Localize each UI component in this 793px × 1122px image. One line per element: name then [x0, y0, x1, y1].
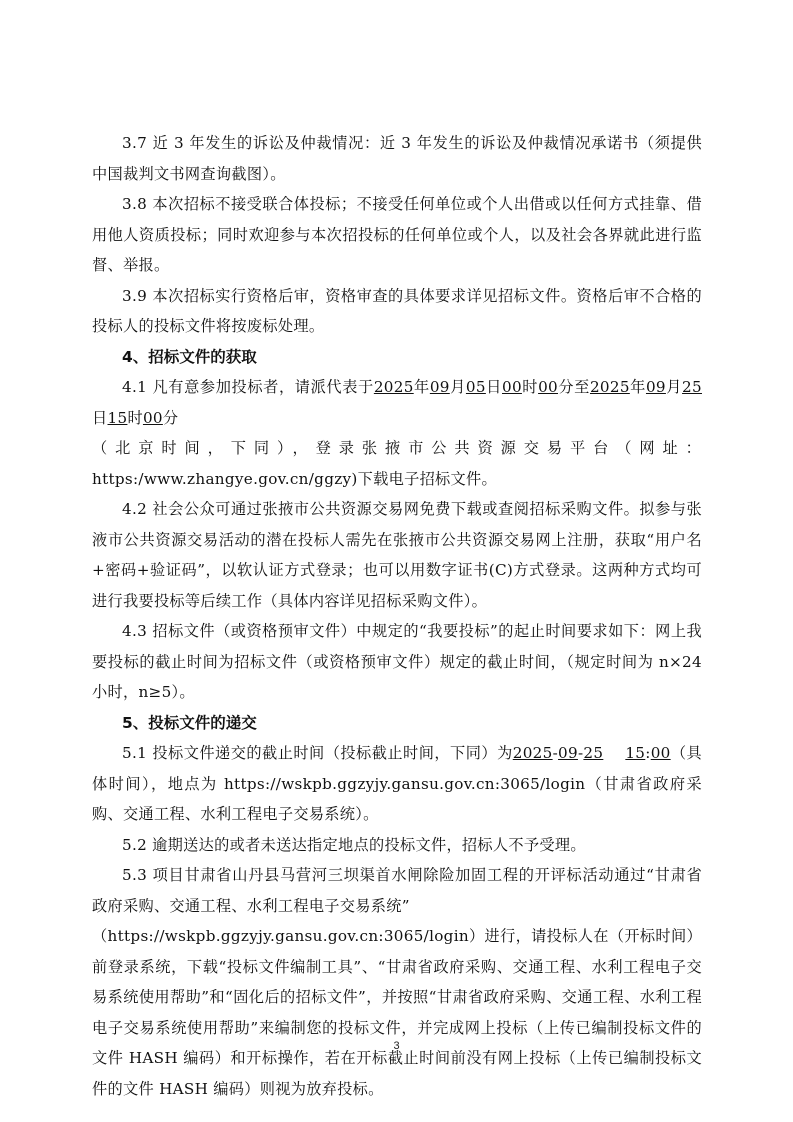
section-5-heading: 5、投标文件的递交: [122, 713, 257, 732]
day-unit: 日: [485, 378, 502, 396]
start-year: 2025: [373, 378, 414, 396]
hour-unit: 时: [127, 408, 143, 427]
clause-5-3: 5.3 项目甘肃省山丹县马营河三坝渠首水闸除险加固工程的开评标活动通过“甘肃省政府采购、交通工程、水利工程电子交易系统”: [92, 866, 702, 915]
clause-3-8: 3.8 本次招标不接受联合体投标；不接受任何单位或个人出借或以任何方式挂靠、借用他人资质投标；同时欢迎参与本次招投标的任何单位或个人，以及社会各界就此进行监督、举报。: [92, 195, 702, 274]
clause-4-3: 4.3 招标文件（或资格预审文件）中规定的“我要投标”的起止时间要求如下：网上我要投标的截止时间为招标文件（或资格预审文件）规定的截止时间，（规定时间为 n×24 小时，n≥5）。: [92, 622, 702, 701]
clause-5-1-rest: （具体时间），地点为 https://wskpb.ggzyjy.gansu.gov.cn:3065/login（甘肃省政府采购、交通工程、水利工程电子交易系统）。: [92, 744, 702, 823]
month-unit: 月: [665, 378, 683, 396]
deadline-day: 25: [583, 744, 604, 762]
start-day: 05: [465, 378, 486, 396]
start-month: 09: [429, 378, 450, 396]
clause-5-1-prefix: 5.1 投标文件递交的截止时间（投标截止时间，下同）为: [122, 744, 513, 762]
end-month: 09: [645, 378, 666, 396]
clause-4-1-prefix: 4.1 凡有意参加投标者，请派代表于: [122, 378, 374, 396]
clause-4-1-url-line: https:/www.zhangye.gov.cn/ggzy)下载电子招标文件。: [92, 469, 498, 488]
date-separator: -: [577, 744, 584, 762]
year-unit: 年: [413, 378, 430, 396]
clause-3-9: 3.9 本次招标实行资格后审，资格审查的具体要求详见招标文件。资格后审不合格的投标人的投标文件将按废标处理。: [92, 286, 702, 335]
range-connector: 分至: [558, 378, 590, 396]
end-minute: 00: [142, 408, 163, 427]
deadline-year: 2025: [512, 744, 553, 762]
end-day: 25: [682, 378, 702, 396]
page-number: 3: [393, 1040, 400, 1052]
year-unit: 年: [629, 378, 646, 396]
minute-unit: 分: [162, 408, 179, 427]
clause-5-1: [92, 738, 702, 830]
page-content: [92, 128, 702, 1104]
section-4-heading: 4、招标文件的获取: [122, 347, 257, 366]
deadline-minute: 00: [650, 744, 671, 762]
start-minute: 00: [538, 378, 559, 396]
clause-3-7: 3.7 近 3 年发生的诉讼及仲裁情况：近 3 年发生的诉讼及仲裁情况承诺书（须提供中国裁判文书网查询截图）。: [92, 134, 702, 183]
time-separator: :: [645, 744, 651, 762]
end-year: 2025: [589, 378, 630, 396]
hour-unit: 时: [521, 378, 539, 396]
clause-4-2: 4.2 社会公众可通过张掖市公共资源交易网免费下载或查阅招标采购文件。拟参与张液市公共资源交易活动的潜在投标人需先在张掖市公共资源交易网上注册，获取“用户名+密码+验证码”，以软认证方式登录；也可以用数字证书(C)方式登录。这两种方式均可进行我要投标等后续工作（具体内容详见招标采购文件）。: [92, 500, 702, 610]
clause-5-3-continued: （https://wskpb.ggzyjy.gansu.gov.cn:3065/login）进行，请投标人在（开标时间）前登录系统，下载“投标文件编制工具”、“甘肃省政府采购、交通工程、水利工程电子交易系统使用帮助”和“固化后的招标文件”，并按照“甘肃省政府采购、交通工程、水利工程电子交易系统使用帮助”来编制您的投标文件，并完成网上投标（上传已编制投标文件的文件 HASH 编码）和开标操作，若在开标截止时间前没有网上投标（上传已编制投标文件的文件 HASH 编码）则视为放弃投标。: [92, 927, 702, 1098]
clause-5-2: 5.2 逾期送达的或者未送达指定地点的投标文件，招标人不予受理。: [122, 835, 586, 854]
month-unit: 月: [449, 378, 466, 396]
clause-4-1: [92, 372, 702, 433]
deadline-hour: 15: [625, 744, 646, 762]
end-hour: 15: [107, 408, 128, 427]
start-hour: 00: [502, 378, 522, 396]
date-separator: -: [552, 744, 559, 762]
deadline-month: 09: [558, 744, 578, 762]
day-unit: 日: [92, 408, 108, 427]
clause-4-1-line2: （北京时间，下同），登录张掖市公共资源交易平台（网址：: [92, 439, 702, 457]
